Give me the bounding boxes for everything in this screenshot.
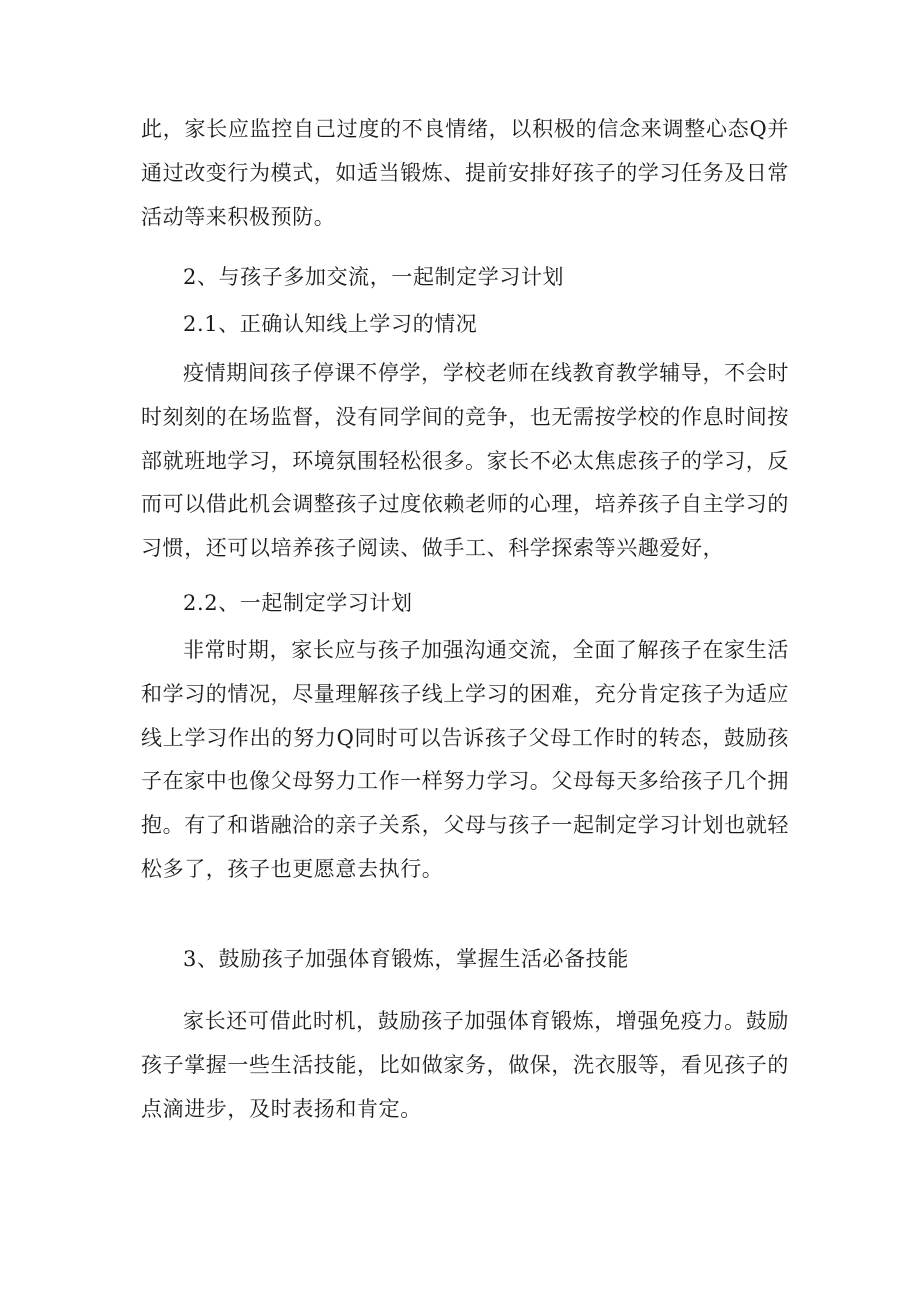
section-heading-3: 3、鼓励孩子加强体育锻炼，掌握生活必备技能 — [183, 947, 629, 971]
section-heading-2: 2、与孩子多加交流，一起制定学习计划 — [183, 265, 565, 289]
subsection-heading-2-1: 2.1、正确认知线上学习的情况 — [183, 312, 478, 336]
subsection-heading-2-2: 2.2、一起制定学习计划 — [183, 591, 413, 615]
paragraph-2-1: 疫情期间孩子停课不停学，学校老师在线教育教学辅导，不会时时刻刻的在场监督，没有同学间的竞争，也无需按学校的作息时间按部就班地学习，环境氛围轻松很多。家长不必太焦虑孩子的学习，反而可以借此机会调整孩子过度依赖老师的心理，培养孩子自主学习的习惯，还可以培养孩子阅读、做手工、科学探索等兴趣爱好， — [141, 361, 789, 561]
paragraph-3: 家长还可借此时机，鼓励孩子加强体育锻炼，增强免疫力。鼓励孩子掌握一些生活技能，比如做家务，做保，洗衣服等，看见孩子的点滴进步，及时表扬和肯定。 — [141, 1009, 789, 1121]
paragraph-continuation: 此，家长应监控自己过度的不良情绪，以积极的信念来调整心态Q并通过改变行为模式，如适当锻炼、提前安排好孩子的学习任务及日常活动等来积极预防。 — [141, 117, 789, 229]
paragraph-2-2: 非常时期，家长应与孩子加强沟通交流，全面了解孩子在家生活和学习的情况，尽量理解孩子线上学习的困难，充分肯定孩子为适应线上学习作出的努力Q同时可以告诉孩子父母工作时的转态，鼓励孩子在家中也像父母努力工作一样努力学习。父母每天多给孩子几个拥抱。有了和谐融洽的亲子关系，父母与孩子一起制定学习计划也就轻松多了，孩子也更愿意去执行。 — [141, 638, 789, 881]
